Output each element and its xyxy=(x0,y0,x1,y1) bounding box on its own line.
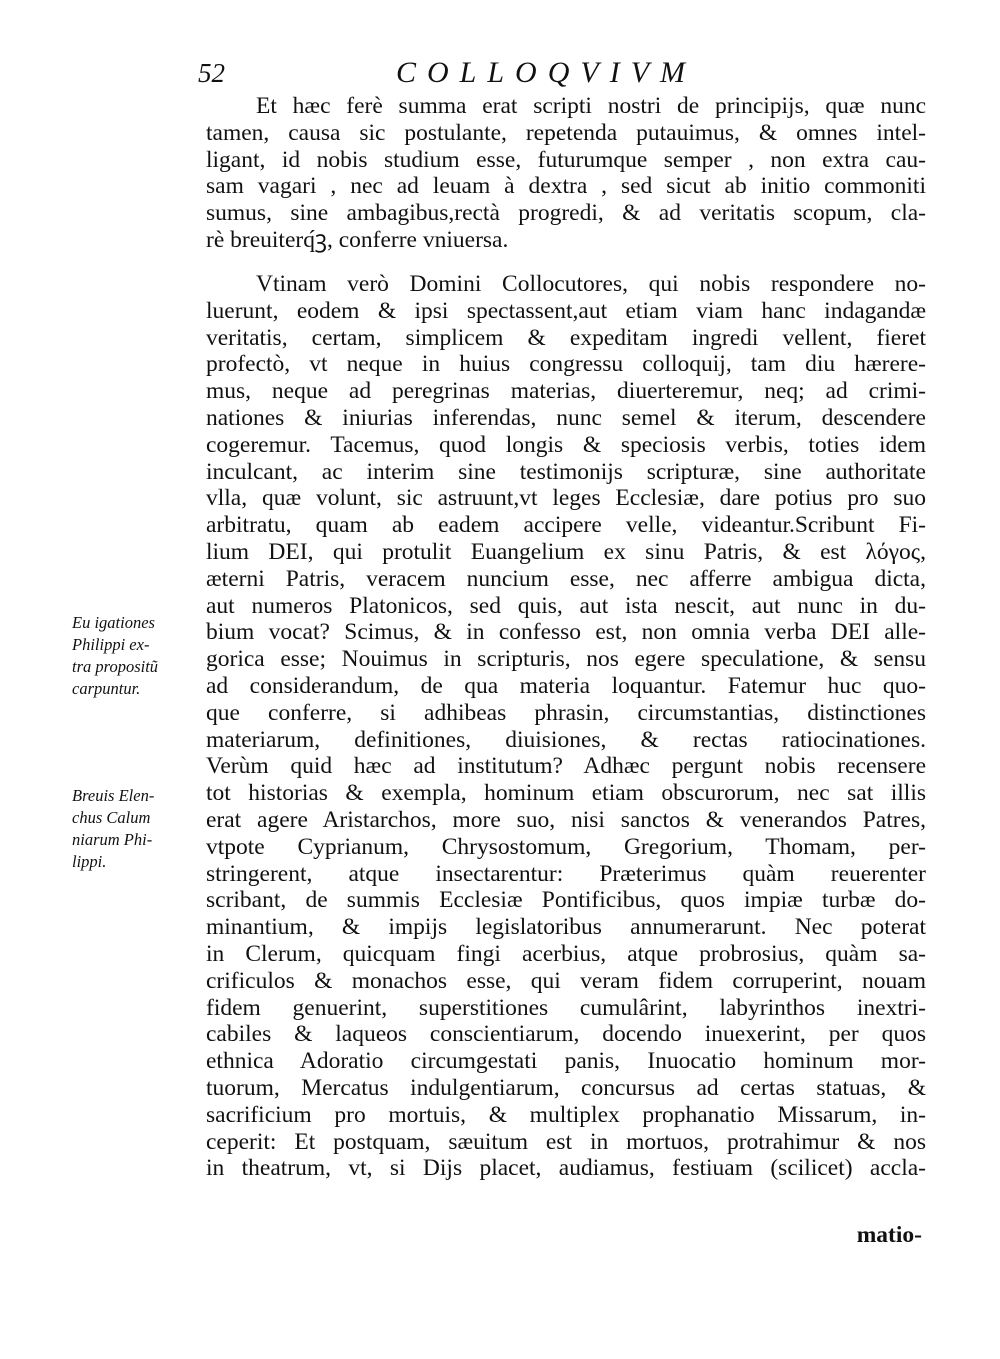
text-line: arbitratu, quam ab eadem accipere velle, videantur.Scribunt Fi- xyxy=(206,512,926,539)
margin-note-line: carpuntur. xyxy=(72,679,141,698)
text-line: lium DEI, qui protulit Euangelium ex sinu Patris, & est λόγος, xyxy=(206,538,926,565)
margin-note-1 xyxy=(72,612,200,700)
text-line: tot historias & exempla, hominum etiam obscurorum, nec sat illis xyxy=(206,780,926,807)
text-line: cabiles & laqueos conscientiarum, docendo inuexerint, per quos xyxy=(206,1021,926,1048)
margin-note-line: Eu igationes xyxy=(72,613,155,632)
text-line: veritatis, certam, simplicem & expeditam ingredi vellent, fieret xyxy=(206,324,926,351)
text-line: stringerent, atque insectarentur: Præterimus quàm reuerenter xyxy=(206,860,926,887)
text-line: aut numeros Platonicos, sed quis, aut ista nescit, aut nunc in du- xyxy=(206,592,926,619)
text-line: gorica esse; Nouimus in scripturis, nos egere speculatione, & sensu xyxy=(206,646,926,673)
paragraph-1 xyxy=(206,93,926,254)
text-line: tamen, causa sic postulante, repetenda putauimus, & omnes intel- xyxy=(206,119,926,146)
text-line: minantium, & impijs legislatoribus annumerarunt. Nec poterat xyxy=(206,914,926,941)
text-line: fidem genuerint, superstitiones cumulârint, labyrinthos inextri- xyxy=(206,994,926,1021)
text-line: mus, neque ad peregrinas materias, diuerteremur, neq; ad crimi- xyxy=(206,378,926,405)
text-line: scribant, de summis Ecclesiæ Pontificibus, quos impiæ turbæ do- xyxy=(206,887,926,914)
paragraph-2 xyxy=(206,271,926,1182)
text-line: vlla, quæ volunt, sic astruunt,vt leges Ecclesiæ, dare potius pro suo xyxy=(206,485,926,512)
text-line: inculcant, ac interim sine testimonijs scripturæ, sine authoritate xyxy=(206,458,926,485)
text-line: sumus, sine ambagibus,rectà progredi, & ad veritatis scopum, cla- xyxy=(206,200,926,227)
text-line: crificulos & monachos esse, qui veram fidem corruperint, nouam xyxy=(206,967,926,994)
text-line: vtpote Cyprianum, Chrysostomum, Gregorium, Thomam, per- xyxy=(206,833,926,860)
text-line: bium vocat? Scimus, & in confesso est, non omnia verba DEI alle- xyxy=(206,619,926,646)
text-line: ethnica Adoratio circumgestati panis, Inuocatio hominum mor- xyxy=(206,1048,926,1075)
text-line: in theatrum, vt, si Dijs placet, audiamus, festiuam (scilicet) accla- xyxy=(206,1155,926,1182)
text-line: in Clerum, quicquam fingi acerbius, atque probrosius, quàm sa- xyxy=(206,940,926,967)
catchword: matio- xyxy=(856,1222,922,1248)
text-line: sam vagari , nec ad leuam à dextra , sed sicut ab initio commoniti xyxy=(206,173,926,200)
text-line: ligant, id nobis studium esse, futurumque semper , non extra cau- xyxy=(206,146,926,173)
margin-note-line: lippi. xyxy=(72,852,107,871)
text-line: nationes & iniurias inferendas, nunc semel & iterum, descendere xyxy=(206,404,926,431)
page-number: 52 xyxy=(198,58,225,88)
text-line: Et hæc ferè summa erat scripti nostri de principijs, quæ nunc xyxy=(256,93,926,119)
running-head: COLLOQVIVM xyxy=(396,56,697,89)
margin-note-line: Breuis Elen- xyxy=(72,786,155,805)
margin-note-2 xyxy=(72,785,200,873)
margin-note-line: niarum Phi- xyxy=(72,830,153,849)
margin-note-line: tra propositũ xyxy=(72,657,159,676)
text-line: luerunt, eodem & ipsi spectassent,aut etiam viam hanc indagandæ xyxy=(206,297,926,324)
text-line: sacrificium pro mortuis, & multiplex prophanatio Missarum, in- xyxy=(206,1101,926,1128)
text-line: æterni Patris, veracem nuncium esse, nec afferre ambigua dicta, xyxy=(206,565,926,592)
text-line: cogeremur. Tacemus, quod longis & speciosis verbis, toties idem xyxy=(206,431,926,458)
margin-note-line: Philippi ex- xyxy=(72,635,150,654)
text-line: ad considerandum, de qua materia loquantur. Fatemur huc quo- xyxy=(206,672,926,699)
text-line: Vtinam verò Domini Collocutores, qui nobis respondere no- xyxy=(256,271,926,297)
text-line: erat agere Aristarchos, more suo, nisi sanctos & venerandos Patres, xyxy=(206,806,926,833)
text-line: profectò, vt neque in huius congressu colloquij, tam diu hærere- xyxy=(206,351,926,378)
text-line: tuorum, Mercatus indulgentiarum, concursus ad certas statuas, & xyxy=(206,1074,926,1101)
margin-note-line: chus Calum xyxy=(72,808,151,827)
text-line: que conferre, si adhibeas phrasin, circumstantias, distinctiones xyxy=(206,699,926,726)
text-line: Verùm quid hæc ad institutum? Adhæc pergunt nobis recensere xyxy=(206,753,926,780)
text-line: rè breuiterq́ꝫ, conferre vniuersa. xyxy=(206,226,509,253)
text-line: ceperit: Et postquam, sæuitum est in mortuos, protrahimur & nos xyxy=(206,1128,926,1155)
text-line: materiarum, definitiones, diuisiones, & rectas ratiocinationes. xyxy=(206,726,926,753)
